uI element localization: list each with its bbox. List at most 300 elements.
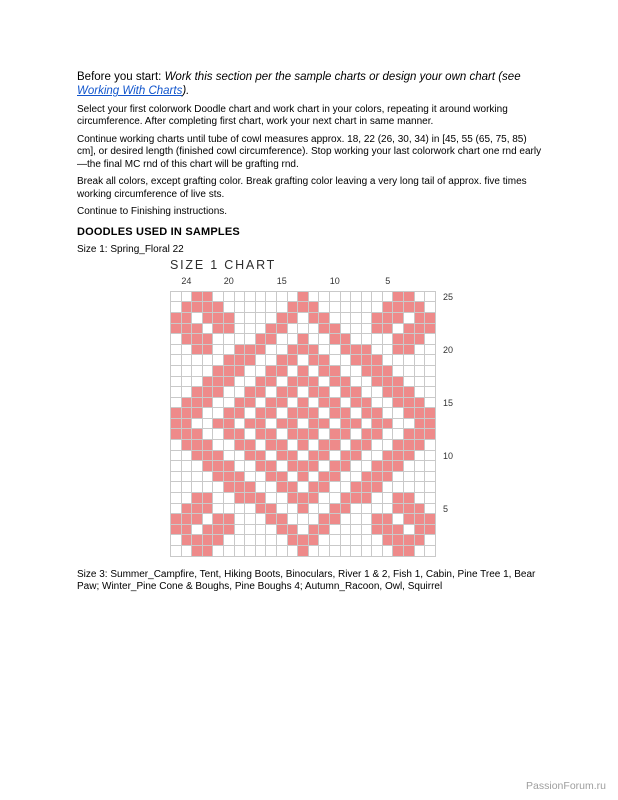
stitch-cell: [425, 313, 435, 323]
stitch-cell: [393, 345, 403, 355]
empty-cell: [235, 535, 245, 545]
empty-cell: [213, 398, 223, 408]
empty-cell: [330, 313, 340, 323]
stitch-cell: [425, 525, 435, 535]
stitch-cell: [341, 345, 351, 355]
empty-cell: [213, 482, 223, 492]
empty-cell: [245, 313, 255, 323]
empty-cell: [362, 419, 372, 429]
stitch-cell: [277, 451, 287, 461]
stitch-cell: [341, 408, 351, 418]
empty-cell: [425, 366, 435, 376]
empty-cell: [288, 440, 298, 450]
working-with-charts-link[interactable]: Working With Charts: [77, 85, 183, 98]
empty-cell: [330, 546, 340, 556]
stitch-cell: [393, 387, 403, 397]
stitch-cell: [235, 398, 245, 408]
empty-cell: [245, 408, 255, 418]
stitch-cell: [309, 345, 319, 355]
stitch-cell: [235, 482, 245, 492]
stitch-cell: [351, 451, 361, 461]
empty-cell: [404, 355, 414, 365]
size3-doodles-label: Size 3: Summer_Campfire, Tent, Hiking Boots, Binoculars, River 1 & 2, Fish 1, Cabin, Pine Tree 1, Bear Paw; Winter_Pine Cone & Boughs, Pine Boughs 4; Autumn_Racoon, Owl, Squirrel: [77, 568, 536, 593]
stitch-cell: [192, 451, 202, 461]
empty-cell: [256, 366, 266, 376]
empty-cell: [182, 546, 192, 556]
empty-cell: [256, 525, 266, 535]
empty-cell: [235, 419, 245, 429]
empty-cell: [224, 546, 234, 556]
stitch-cell: [341, 451, 351, 461]
stitch-cell: [404, 493, 414, 503]
empty-cell: [309, 514, 319, 524]
empty-cell: [235, 514, 245, 524]
empty-cell: [425, 398, 435, 408]
page-content: [77, 70, 543, 594]
empty-cell: [425, 504, 435, 514]
intro-note: [77, 70, 543, 99]
empty-cell: [372, 292, 382, 302]
stitch-cell: [192, 440, 202, 450]
stitch-cell: [309, 355, 319, 365]
empty-cell: [277, 504, 287, 514]
stitch-cell: [213, 535, 223, 545]
empty-cell: [192, 366, 202, 376]
stitch-cell: [383, 302, 393, 312]
empty-cell: [425, 451, 435, 461]
empty-cell: [288, 514, 298, 524]
stitch-cell: [288, 451, 298, 461]
chart-grid-row: [170, 291, 454, 557]
empty-cell: [203, 472, 213, 482]
stitch-cell: [256, 408, 266, 418]
stitch-cell: [362, 429, 372, 439]
empty-cell: [288, 324, 298, 334]
stitch-cell: [319, 482, 329, 492]
stitch-cell: [266, 377, 276, 387]
empty-cell: [309, 398, 319, 408]
chart-right-axis: [443, 291, 465, 559]
empty-cell: [277, 292, 287, 302]
stitch-cell: [372, 482, 382, 492]
empty-cell: [266, 355, 276, 365]
chart-area: [170, 275, 454, 557]
empty-cell: [404, 482, 414, 492]
empty-cell: [319, 408, 329, 418]
stitch-cell: [192, 493, 202, 503]
empty-cell: [425, 302, 435, 312]
stitch-cell: [404, 535, 414, 545]
empty-cell: [235, 504, 245, 514]
stitch-cell: [404, 387, 414, 397]
stitch-cell: [319, 514, 329, 524]
empty-cell: [288, 472, 298, 482]
stitch-cell: [192, 398, 202, 408]
empty-cell: [288, 398, 298, 408]
empty-cell: [182, 472, 192, 482]
stitch-cell: [171, 408, 181, 418]
empty-cell: [372, 398, 382, 408]
stitch-cell: [404, 514, 414, 524]
column-number-label: 10: [329, 275, 340, 286]
stitch-cell: [330, 324, 340, 334]
stitch-cell: [213, 366, 223, 376]
empty-cell: [383, 408, 393, 418]
stitch-cell: [192, 345, 202, 355]
empty-cell: [235, 313, 245, 323]
stitch-cell: [288, 377, 298, 387]
stitch-cell: [372, 472, 382, 482]
intro-prefix: Before you start:: [77, 71, 165, 83]
stitch-cell: [372, 408, 382, 418]
empty-cell: [393, 419, 403, 429]
stitch-cell: [393, 302, 403, 312]
empty-cell: [245, 504, 255, 514]
empty-cell: [341, 302, 351, 312]
row-number-label: 15: [443, 397, 454, 408]
empty-cell: [288, 546, 298, 556]
empty-cell: [298, 514, 308, 524]
empty-cell: [383, 493, 393, 503]
stitch-cell: [383, 451, 393, 461]
stitch-cell: [341, 493, 351, 503]
empty-cell: [171, 482, 181, 492]
empty-cell: [235, 292, 245, 302]
empty-cell: [372, 493, 382, 503]
empty-cell: [351, 377, 361, 387]
empty-cell: [309, 504, 319, 514]
stitch-cell: [319, 451, 329, 461]
empty-cell: [330, 535, 340, 545]
stitch-cell: [277, 419, 287, 429]
stitch-cell: [393, 398, 403, 408]
empty-cell: [182, 292, 192, 302]
empty-cell: [235, 461, 245, 471]
empty-cell: [330, 493, 340, 503]
row-number-label: 20: [443, 344, 454, 355]
stitch-cell: [203, 535, 213, 545]
empty-cell: [182, 451, 192, 461]
empty-cell: [404, 472, 414, 482]
empty-cell: [182, 387, 192, 397]
stitch-cell: [404, 334, 414, 344]
empty-cell: [404, 313, 414, 323]
empty-cell: [224, 493, 234, 503]
empty-cell: [362, 324, 372, 334]
empty-cell: [383, 482, 393, 492]
stitch-cell: [330, 429, 340, 439]
empty-cell: [319, 302, 329, 312]
empty-cell: [277, 461, 287, 471]
empty-cell: [213, 440, 223, 450]
stitch-cell: [415, 504, 425, 514]
empty-cell: [404, 366, 414, 376]
stitch-cell: [203, 461, 213, 471]
empty-cell: [298, 419, 308, 429]
stitch-cell: [266, 461, 276, 471]
empty-cell: [319, 377, 329, 387]
stitch-cell: [213, 461, 223, 471]
empty-cell: [309, 324, 319, 334]
empty-cell: [245, 302, 255, 312]
empty-cell: [245, 472, 255, 482]
stitch-cell: [182, 429, 192, 439]
empty-cell: [298, 324, 308, 334]
stitch-cell: [298, 504, 308, 514]
stitch-cell: [298, 398, 308, 408]
stitch-cell: [288, 345, 298, 355]
stitch-cell: [192, 408, 202, 418]
stitch-cell: [288, 408, 298, 418]
empty-cell: [203, 514, 213, 524]
column-number-label: 5: [385, 275, 391, 286]
empty-cell: [277, 334, 287, 344]
stitch-cell: [372, 366, 382, 376]
empty-cell: [341, 440, 351, 450]
empty-cell: [341, 525, 351, 535]
size1-chart: [170, 257, 454, 557]
empty-cell: [298, 387, 308, 397]
empty-cell: [383, 292, 393, 302]
stitch-cell: [182, 302, 192, 312]
stitch-cell: [288, 419, 298, 429]
stitch-cell: [404, 398, 414, 408]
empty-cell: [298, 525, 308, 535]
empty-cell: [351, 366, 361, 376]
stitch-cell: [213, 451, 223, 461]
stitch-cell: [425, 429, 435, 439]
stitch-cell: [171, 429, 181, 439]
stitch-cell: [330, 366, 340, 376]
empty-cell: [245, 334, 255, 344]
empty-cell: [393, 324, 403, 334]
empty-cell: [182, 355, 192, 365]
stitch-cell: [372, 429, 382, 439]
empty-cell: [277, 345, 287, 355]
empty-cell: [277, 546, 287, 556]
stitch-cell: [393, 377, 403, 387]
stitch-cell: [213, 377, 223, 387]
stitch-cell: [266, 472, 276, 482]
empty-cell: [393, 472, 403, 482]
stitch-cell: [224, 429, 234, 439]
empty-cell: [341, 535, 351, 545]
empty-cell: [203, 366, 213, 376]
empty-cell: [171, 504, 181, 514]
empty-cell: [362, 302, 372, 312]
stitch-cell: [213, 324, 223, 334]
stitch-cell: [309, 482, 319, 492]
stitch-cell: [203, 440, 213, 450]
stitch-cell: [192, 514, 202, 524]
empty-cell: [404, 419, 414, 429]
stitch-cell: [298, 546, 308, 556]
empty-cell: [182, 377, 192, 387]
stitch-cell: [192, 504, 202, 514]
empty-cell: [171, 451, 181, 461]
empty-cell: [235, 324, 245, 334]
empty-cell: [319, 504, 329, 514]
empty-cell: [341, 514, 351, 524]
stitch-cell: [277, 366, 287, 376]
stitch-cell: [319, 387, 329, 397]
empty-cell: [298, 451, 308, 461]
empty-cell: [415, 493, 425, 503]
stitch-cell: [171, 525, 181, 535]
stitch-cell: [404, 292, 414, 302]
empty-cell: [404, 461, 414, 471]
empty-cell: [266, 292, 276, 302]
empty-cell: [319, 546, 329, 556]
stitch-cell: [298, 292, 308, 302]
stitch-cell: [372, 377, 382, 387]
stitch-cell: [266, 514, 276, 524]
stitch-cell: [203, 546, 213, 556]
stitch-cell: [330, 398, 340, 408]
empty-cell: [309, 546, 319, 556]
empty-cell: [383, 504, 393, 514]
stitch-cell: [277, 525, 287, 535]
stitch-cell: [415, 302, 425, 312]
empty-cell: [362, 546, 372, 556]
empty-cell: [319, 292, 329, 302]
empty-cell: [415, 546, 425, 556]
empty-cell: [298, 355, 308, 365]
empty-cell: [351, 514, 361, 524]
empty-cell: [372, 387, 382, 397]
empty-cell: [213, 355, 223, 365]
stitch-cell: [224, 525, 234, 535]
stitch-cell: [224, 377, 234, 387]
empty-cell: [213, 429, 223, 439]
empty-cell: [383, 440, 393, 450]
stitch-cell: [277, 355, 287, 365]
stitch-cell: [277, 398, 287, 408]
empty-cell: [425, 334, 435, 344]
empty-cell: [171, 546, 181, 556]
stitch-cell: [213, 302, 223, 312]
stitch-cell: [404, 504, 414, 514]
empty-cell: [224, 334, 234, 344]
empty-cell: [266, 493, 276, 503]
stitch-cell: [213, 472, 223, 482]
empty-cell: [415, 366, 425, 376]
empty-cell: [192, 419, 202, 429]
stitch-cell: [203, 302, 213, 312]
empty-cell: [425, 345, 435, 355]
empty-cell: [171, 377, 181, 387]
stitch-cell: [383, 514, 393, 524]
empty-cell: [330, 302, 340, 312]
stitch-cell: [192, 387, 202, 397]
empty-cell: [256, 440, 266, 450]
stitch-cell: [298, 334, 308, 344]
empty-cell: [404, 525, 414, 535]
stitch-cell: [256, 377, 266, 387]
stitch-cell: [372, 324, 382, 334]
stitch-cell: [298, 377, 308, 387]
empty-cell: [362, 334, 372, 344]
instruction-paragraph: Continue working charts until tube of cowl measures approx. 18, 22 (26, 30, 34) in [45, 55 (65, 75, 85) cm], or desired length (finished cowl circumference). Stop working your last colorwork chart one rnd early—the final MC rnd of this chart will be grafting rnd.: [77, 133, 542, 170]
stitch-cell: [404, 324, 414, 334]
stitch-cell: [256, 387, 266, 397]
stitch-cell: [213, 387, 223, 397]
watermark: PassionForum.ru: [526, 780, 606, 792]
chart-grid: [170, 291, 436, 557]
empty-cell: [224, 387, 234, 397]
stitch-cell: [404, 440, 414, 450]
empty-cell: [266, 451, 276, 461]
stitch-cell: [393, 535, 403, 545]
stitch-cell: [192, 535, 202, 545]
stitch-cell: [383, 313, 393, 323]
stitch-cell: [171, 514, 181, 524]
stitch-cell: [171, 313, 181, 323]
empty-cell: [277, 408, 287, 418]
stitch-cell: [192, 429, 202, 439]
empty-cell: [266, 302, 276, 312]
empty-cell: [171, 355, 181, 365]
empty-cell: [393, 408, 403, 418]
instruction-paragraph: Continue to Finishing instructions.: [77, 206, 228, 218]
stitch-cell: [203, 345, 213, 355]
stitch-cell: [351, 493, 361, 503]
empty-cell: [171, 440, 181, 450]
stitch-cell: [309, 461, 319, 471]
empty-cell: [213, 334, 223, 344]
stitch-cell: [309, 313, 319, 323]
empty-cell: [362, 451, 372, 461]
empty-cell: [256, 482, 266, 492]
empty-cell: [266, 313, 276, 323]
stitch-cell: [298, 535, 308, 545]
stitch-cell: [393, 504, 403, 514]
empty-cell: [192, 377, 202, 387]
stitch-cell: [425, 419, 435, 429]
empty-cell: [256, 355, 266, 365]
empty-cell: [245, 429, 255, 439]
stitch-cell: [256, 345, 266, 355]
stitch-cell: [393, 313, 403, 323]
empty-cell: [372, 535, 382, 545]
stitch-cell: [224, 514, 234, 524]
stitch-cell: [288, 525, 298, 535]
stitch-cell: [235, 345, 245, 355]
stitch-cell: [224, 461, 234, 471]
empty-cell: [425, 535, 435, 545]
empty-cell: [362, 535, 372, 545]
empty-cell: [393, 355, 403, 365]
stitch-cell: [330, 472, 340, 482]
empty-cell: [182, 493, 192, 503]
stitch-cell: [330, 334, 340, 344]
stitch-cell: [372, 313, 382, 323]
stitch-cell: [182, 535, 192, 545]
stitch-cell: [171, 419, 181, 429]
stitch-cell: [288, 535, 298, 545]
stitch-cell: [341, 461, 351, 471]
empty-cell: [425, 387, 435, 397]
empty-cell: [351, 292, 361, 302]
empty-cell: [319, 429, 329, 439]
stitch-cell: [319, 440, 329, 450]
empty-cell: [235, 334, 245, 344]
empty-cell: [372, 451, 382, 461]
empty-cell: [256, 313, 266, 323]
empty-cell: [288, 366, 298, 376]
stitch-cell: [224, 366, 234, 376]
empty-cell: [203, 429, 213, 439]
